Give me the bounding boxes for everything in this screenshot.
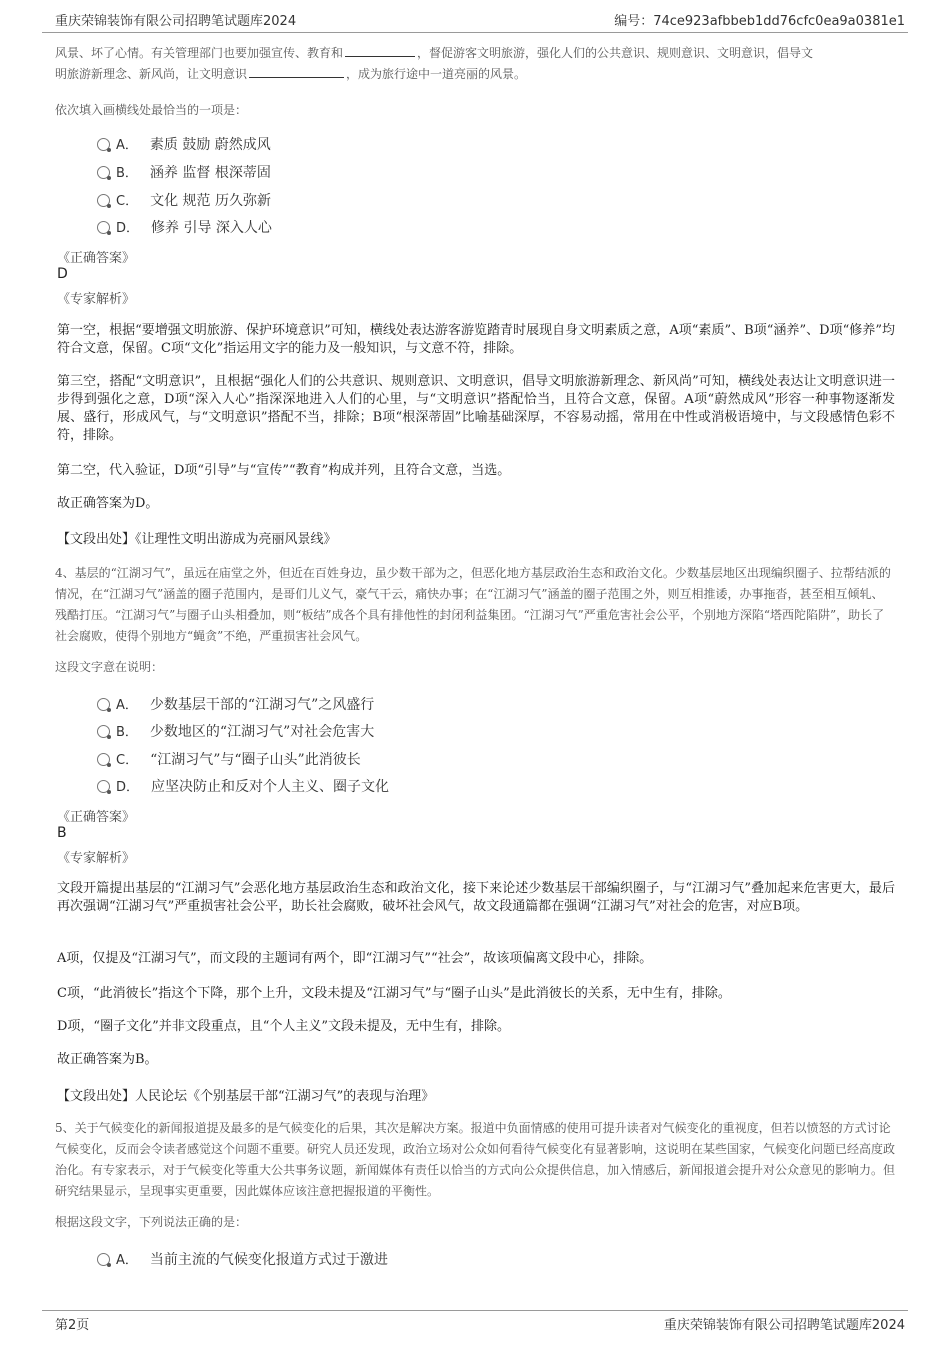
q3-answer: D (57, 266, 68, 282)
radio-icon[interactable] (97, 725, 110, 738)
q3-option-a[interactable] (97, 134, 271, 154)
option-letter: D． (116, 780, 140, 795)
radio-icon[interactable] (97, 698, 110, 711)
q4-option-c[interactable] (97, 749, 361, 769)
q3-passage-line1-b: ，督促游客文明旅游，强化人们的公共意识、规则意识、文明意识，倡导文 (417, 46, 814, 60)
option-text: 少数地区的“江湖习气”对社会危害大 (149, 724, 375, 740)
q5-option-a[interactable] (97, 1249, 388, 1269)
q3-analysis-paragraph: 第一空，根据“要增强文明旅游、保护环境意识”可知，横线处表达游客游览踏青时展现自身文明素质之意，A项“素质”、B项“涵养”、D项“修养”均符合文意，保留。C项“文化”指运用文字的能力及一般知识，与文意不符，排除。 (57, 323, 895, 356)
radio-icon[interactable] (97, 221, 110, 234)
option-text: “江湖习气”与“圈子山头”此消彼长 (150, 752, 361, 768)
radio-icon[interactable] (97, 753, 110, 766)
q3-source: 【文段出处】《让理性文明出游成为亮丽风景线》 (57, 532, 337, 547)
q3-option-c[interactable] (97, 190, 271, 210)
q3-passage (55, 43, 895, 85)
option-letter: C． (116, 753, 139, 768)
q4-passage: 4、基层的“江湖习气”，虽远在庙堂之外，但近在百姓身边，虽少数干部为之，但恶化地方基层政治生态和政治文化。少数基层地区出现编织圈子、拉帮结派的情况，在“江湖习气”涵盖的圈子范围内，是哥们儿义气，豪气干云，痛快办事；在“江湖习气”涵盖的圈子范围之外，则互相推诿，办事拖沓，甚至相互倾轧、残酷打压。“江湖习气”与圈子山头相叠加，则“板结”成各个具有排他性的封闭利益集团。“江湖习气”严重危害社会公平，个别地方深陷“塔西陀陷阱”，助长了社会腐败，使得个别地方“蝇贪”不绝，严重损害社会风气。 (55, 566, 891, 643)
q3-analysis-paragraph: 第三空，搭配“文明意识”，且根据“强化人们的公共意识、规则意识、文明意识，倡导文明旅游新理念、新风尚”可知，横线处表达让文明意识进一步得到强化之意，D项“深入人心”指深深地进入人们的心里，与“文明意识”搭配恰当，且符合文意，保留。A项“蔚然成风”形容一种事物逐渐发展、盛行，形成风气，与“文明意识”搭配不当，排除；B项“根深蒂固”比喻基础深厚，不容易动摇，常用在中性或消极语境中，与文段感情色彩不符，排除。 (57, 374, 895, 443)
footer-rule (42, 1310, 908, 1311)
option-text: 文化 规范 历久弥新 (150, 193, 271, 209)
radio-icon[interactable] (97, 194, 110, 207)
q3-blank-3 (249, 67, 344, 78)
q3-option-d[interactable] (97, 217, 272, 237)
q4-analysis-label: 《专家解析》 (57, 851, 136, 866)
radio-icon[interactable] (97, 138, 110, 151)
q4-option-d[interactable] (97, 776, 389, 796)
radio-icon[interactable] (97, 166, 110, 179)
q4-source: 【文段出处】人民论坛《个别基层干部“江湖习气”的表现与治理》 (57, 1089, 435, 1104)
q4-conclusion: 故正确答案为B。 (57, 1052, 158, 1067)
q4-analysis-paragraph: 文段开篇提出基层的“江湖习气”会恶化地方基层政治生态和政治文化，接下来论述少数基层干部编织圈子，与“江湖习气”叠加起来危害更大，最后再次强调“江湖习气”严重损害社会公平，助长社会腐败，破坏社会风气，故文段通篇都在强调“江湖习气”对社会的危害，对应B项。 (57, 881, 895, 914)
q4-answer: B (57, 825, 67, 841)
option-letter: C． (116, 194, 139, 209)
radio-icon[interactable] (97, 780, 110, 793)
option-text: 应坚决防止和反对个人主义、圈子文化 (151, 779, 390, 795)
q4-analysis-paragraph: A项，仅提及“江湖习气”，而文段的主题词有两个，即“江湖习气”“社会”，故该项偏离文段中心，排除。 (57, 951, 653, 966)
radio-icon[interactable] (97, 1253, 110, 1266)
header-rule (42, 32, 908, 33)
page-header (55, 10, 905, 30)
header-company: 重庆荣锦装饰有限公司招聘笔试题库2024 (55, 14, 297, 29)
q4-option-a[interactable] (97, 694, 374, 714)
q3-passage-line2-a: 明旅游新理念、新风尚，让文明意识 (55, 67, 248, 81)
q3-prompt: 依次填入画横线处最恰当的一项是： (55, 103, 248, 117)
option-letter: A． (116, 1253, 138, 1268)
header-serial: 编号：74ce923afbbeb1dd76cfc0ea9a0381e1 (614, 14, 905, 29)
q3-answer-label: 《正确答案》 (57, 251, 136, 266)
page-footer (55, 1314, 905, 1334)
q4-analysis-paragraph: D项，“圈子文化”并非文段重点，且“个人主义”文段未提及，无中生有，排除。 (57, 1019, 511, 1034)
option-text: 少数基层干部的“江湖习气”之风盛行 (149, 697, 375, 713)
option-text: 素质 鼓励 蔚然成风 (149, 137, 271, 153)
footer-page-number: 第2页 (55, 1318, 90, 1333)
option-letter: A． (116, 698, 138, 713)
q4-answer-label: 《正确答案》 (57, 810, 136, 825)
q4-option-b[interactable] (97, 721, 374, 741)
q3-passage-line2-b: ，成为旅行途中一道亮丽的风景。 (346, 67, 527, 81)
option-text: 当前主流的气候变化报道方式过于激进 (149, 1252, 388, 1268)
q4-prompt: 这段文字意在说明： (55, 660, 164, 674)
q3-option-b[interactable] (97, 162, 271, 182)
option-text: 修养 引导 深入人心 (151, 220, 272, 236)
option-text: 涵养 监督 根深蒂固 (149, 165, 271, 181)
q3-conclusion: 故正确答案为D。 (57, 496, 159, 511)
option-letter: B． (116, 725, 138, 740)
footer-company: 重庆荣锦装饰有限公司招聘笔试题库2024 (663, 1318, 905, 1333)
option-letter: B． (116, 166, 138, 181)
q3-analysis-label: 《专家解析》 (57, 292, 136, 307)
q3-blank-2 (345, 46, 415, 57)
q5-passage: 5、关于气候变化的新闻报道提及最多的是气候变化的后果，其次是解决方案。报道中负面情感的使用可提升读者对气候变化的重视度，但若以愤怒的方式讨论气候变化，反而会令读者感觉这个问题不重要。研究人员还发现，政治立场对公众如何看待气候变化有显著影响，这说明在某些国家，气候变化问题已经高度政治化。有专家表示，对于气候变化等重大公共事务议题，新闻媒体有责任以恰当的方式向公众提供信息，加入情感后，新闻报道会提升对公众意见的影响力。但研究结果显示，呈现事实更重要，因此媒体应该注意把握报道的平衡性。 (55, 1121, 896, 1198)
q3-passage-line1-a: 风景、坏了心情。有关管理部门也要加强宣传、教育和 (55, 46, 344, 60)
q4-analysis-paragraph: C项，“此消彼长”指这个下降，那个上升，文段未提及“江湖习气”与“圈子山头”是此消彼长的关系，无中生有，排除。 (57, 986, 731, 1001)
option-letter: D． (116, 221, 140, 236)
option-letter: A． (116, 138, 138, 153)
q5-prompt: 根据这段文字，下列说法正确的是： (55, 1215, 248, 1229)
q3-analysis-paragraph: 第二空，代入验证，D项“引导”与“宣传”“教育”构成并列，且符合文意，当选。 (57, 463, 511, 478)
